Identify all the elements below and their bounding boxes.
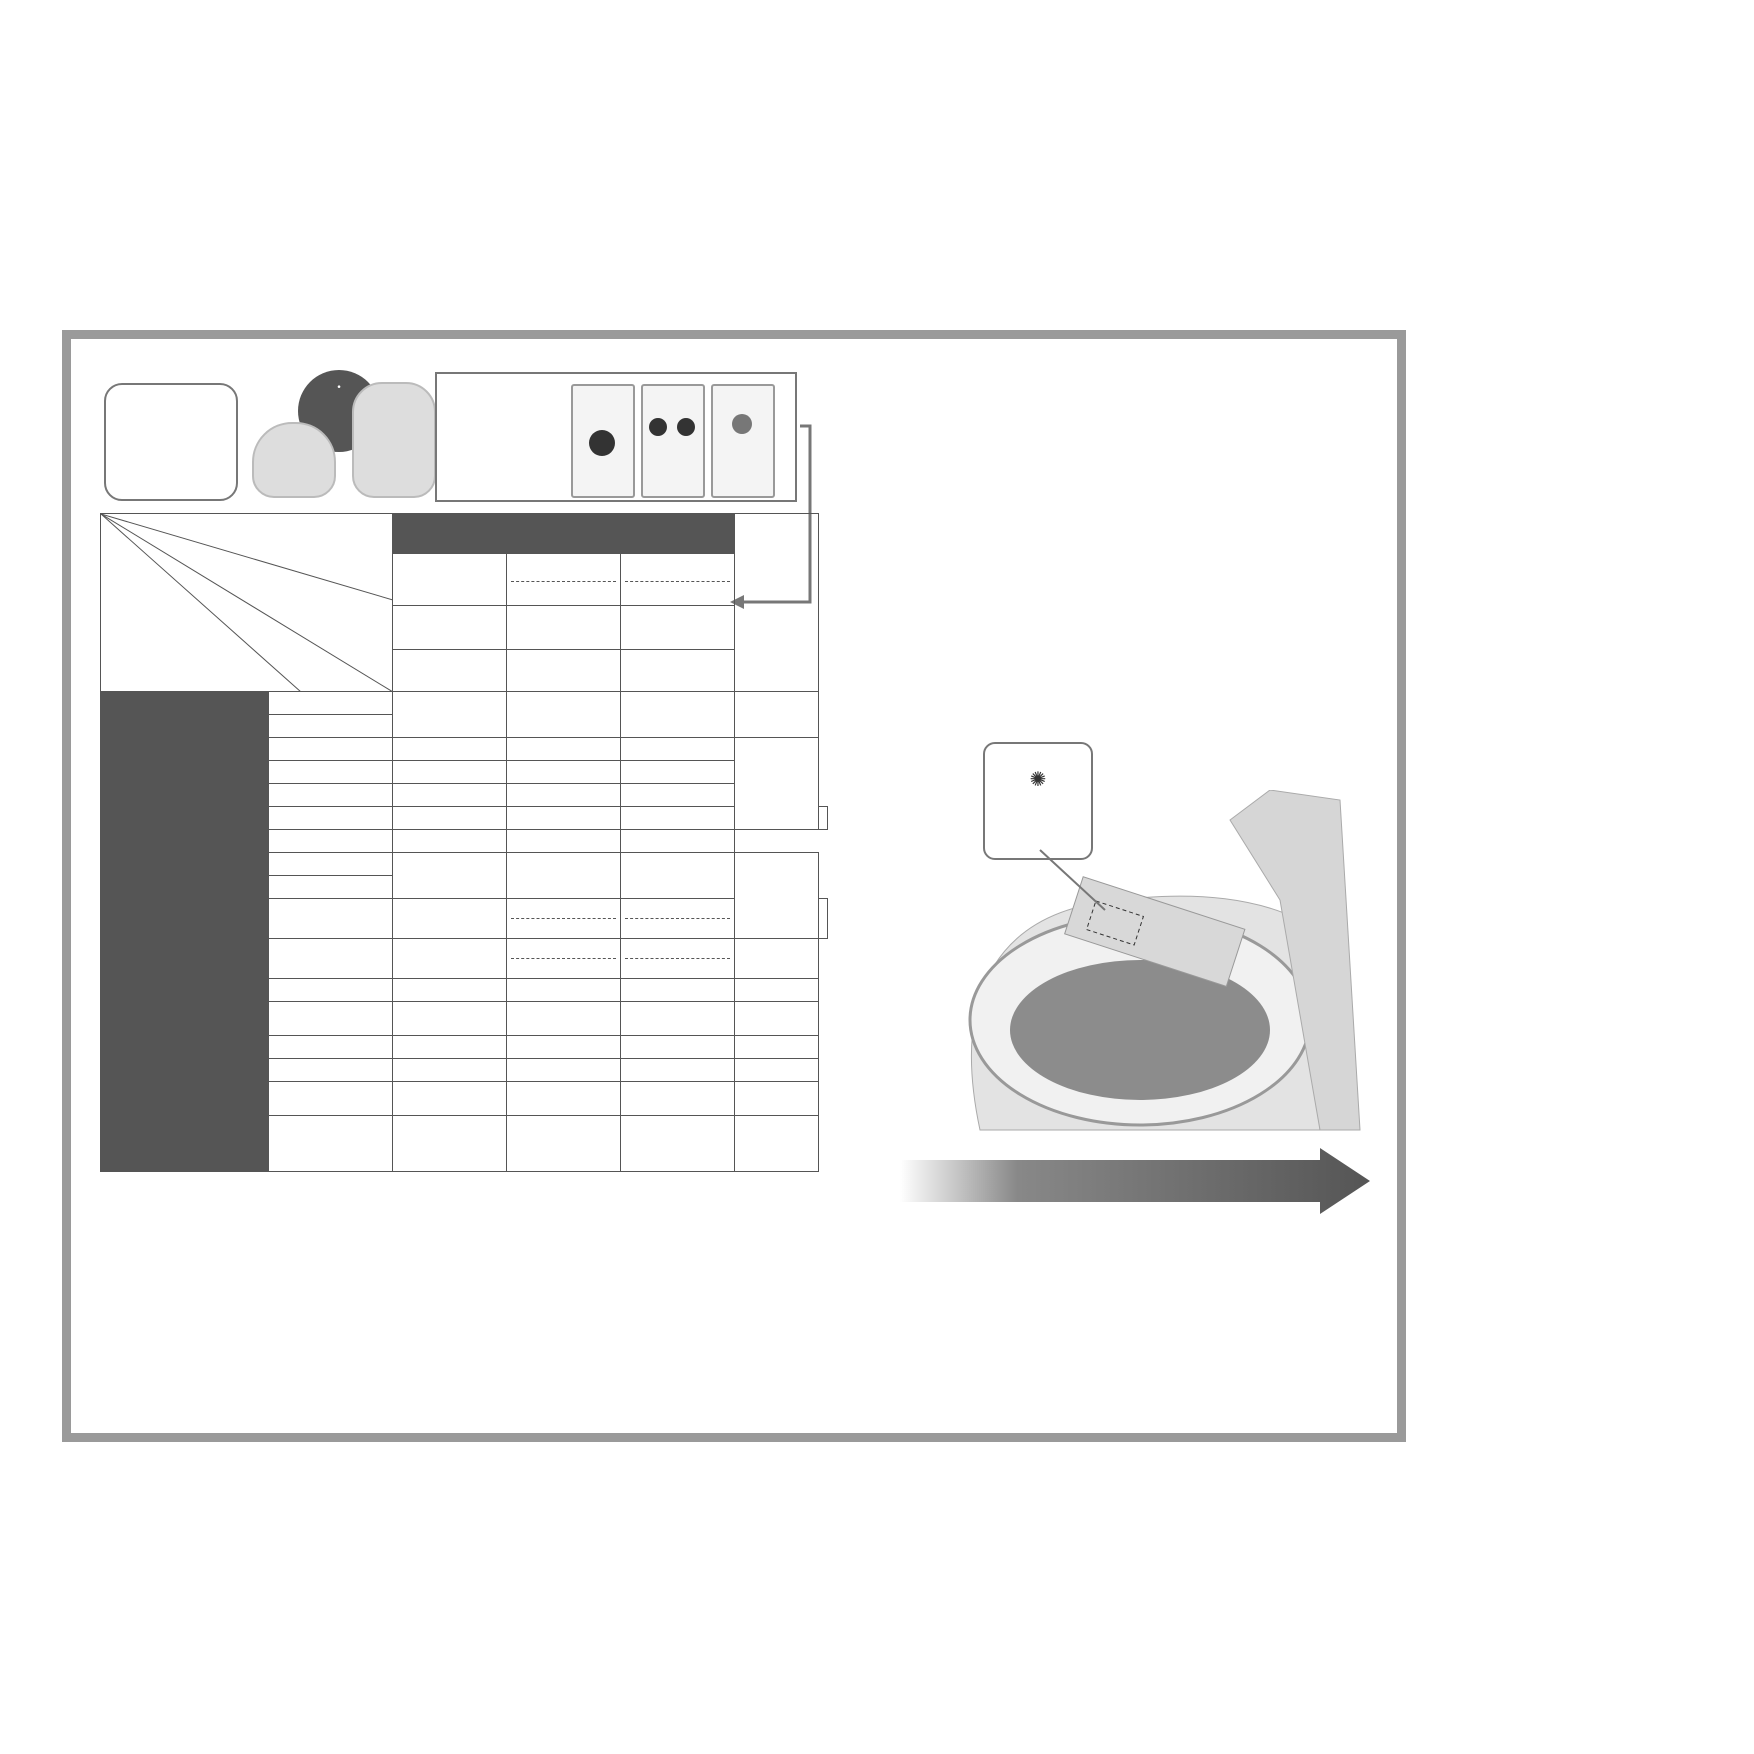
availability-note (625, 918, 730, 919)
ref-page-cell (735, 939, 819, 979)
availability-cell (393, 979, 507, 1002)
availability-cell (507, 979, 621, 1002)
diagonal-header-cell (101, 514, 393, 692)
function-group-cell (141, 853, 269, 899)
function-name-cell (269, 876, 393, 899)
function-name-cell (269, 899, 393, 939)
availability-cell (621, 899, 735, 939)
ref-page-header (735, 514, 819, 692)
availability-cell (507, 939, 621, 979)
model-name-alt (625, 581, 730, 582)
function-group-cell (141, 692, 269, 738)
function-row (101, 1082, 828, 1116)
function-row (101, 784, 828, 807)
function-group-cell (141, 1082, 269, 1116)
flush-dial-icon (649, 418, 667, 436)
availability-cell (393, 853, 507, 899)
availability-cell (507, 784, 621, 807)
model-name-alt (511, 581, 616, 582)
category-cell (101, 692, 141, 830)
function-row (101, 1059, 828, 1082)
function-row (101, 738, 828, 761)
flush-dial-icon (677, 418, 695, 436)
auto-function-arrow (900, 1148, 1370, 1214)
availability-cell (621, 1036, 735, 1059)
availability-cell (621, 1082, 735, 1116)
part-number-cell (507, 606, 621, 650)
function-name-cell (269, 784, 393, 807)
function-name-cell (269, 738, 393, 761)
availability-cell (393, 738, 507, 761)
function-name-cell (269, 761, 393, 784)
ref-page-cell (819, 807, 828, 830)
function-name-cell (269, 1116, 393, 1172)
category-cell (101, 830, 141, 899)
category-cell (101, 1116, 141, 1172)
availability-cell (621, 1116, 735, 1172)
check-cell[interactable] (621, 650, 735, 692)
availability-cell (393, 692, 507, 738)
function-table (100, 513, 828, 1172)
function-row (101, 807, 828, 830)
availability-cell (621, 830, 735, 853)
remote-illustration-2 (641, 384, 705, 498)
availability-cell (507, 807, 621, 830)
availability-cell (507, 738, 621, 761)
availability-cell (621, 784, 735, 807)
function-name-cell (269, 1036, 393, 1059)
ref-page-cell (735, 1116, 819, 1172)
ref-page-cell (735, 979, 819, 1002)
availability-cell (507, 853, 621, 899)
function-name-cell (269, 853, 393, 876)
toilet-no-lid-illustration (252, 422, 336, 498)
ref-page-cell (735, 1059, 819, 1082)
ref-page-cell (735, 853, 819, 939)
function-name-cell (269, 715, 393, 738)
availability-cell (393, 899, 507, 939)
ref-page-cell (735, 1036, 819, 1059)
availability-cell (507, 830, 621, 853)
function-name-cell (269, 979, 393, 1002)
availability-cell (507, 899, 621, 939)
remote-illustration-1 (571, 384, 635, 498)
function-name-cell (269, 1059, 393, 1082)
ref-page-cell (735, 738, 819, 830)
availability-cell (507, 761, 621, 784)
function-group-cell (141, 830, 269, 853)
function-group-cell (141, 1002, 269, 1036)
function-row (101, 692, 828, 715)
availability-cell (621, 761, 735, 784)
function-row (101, 1002, 828, 1036)
toilet-with-lid-illustration (352, 382, 436, 498)
availability-cell (507, 1002, 621, 1036)
availability-cell (507, 692, 621, 738)
availability-cell (393, 807, 507, 830)
check-instruction-callout (104, 383, 238, 501)
availability-cell (393, 1002, 507, 1036)
function-group-cell (141, 1036, 269, 1059)
function-row (101, 853, 828, 876)
ref-page-cell (735, 1002, 819, 1036)
diagonal-lines (101, 514, 393, 692)
availability-cell (393, 761, 507, 784)
availability-cell (393, 1082, 507, 1116)
category-cell (101, 899, 141, 1116)
flush-dial-icon (589, 430, 615, 456)
availability-cell (393, 830, 507, 853)
light-burst-icon: ✺ (1029, 767, 1047, 791)
availability-cell (393, 939, 507, 979)
table-header-row (101, 514, 828, 554)
ref-page-cell (735, 1082, 819, 1116)
availability-cell (393, 1059, 507, 1082)
function-group-cell (141, 1116, 269, 1172)
product-name-badge: • (298, 370, 380, 452)
availability-cell (507, 1082, 621, 1116)
availability-note (511, 958, 616, 959)
model-name-cell (507, 554, 621, 606)
check-cell[interactable] (507, 650, 621, 692)
ref-page-cell (735, 692, 819, 738)
function-name-cell (269, 1082, 393, 1116)
availability-cell (621, 939, 735, 979)
availability-cell (393, 784, 507, 807)
function-group-cell (141, 807, 269, 830)
function-row (101, 979, 828, 1002)
availability-cell (621, 807, 735, 830)
availability-cell (621, 1002, 735, 1036)
availability-cell (621, 979, 735, 1002)
function-name-cell (269, 1002, 393, 1036)
availability-cell (621, 1059, 735, 1082)
availability-cell (621, 853, 735, 899)
function-name-cell (269, 939, 393, 979)
function-group-cell (141, 899, 269, 979)
ref-page-cell (819, 899, 828, 939)
availability-note (511, 918, 616, 919)
availability-cell (507, 1036, 621, 1059)
availability-cell (621, 692, 735, 738)
availability-note (625, 958, 730, 959)
availability-cell (393, 1036, 507, 1059)
function-group-cell (141, 738, 269, 784)
availability-cell (507, 1059, 621, 1082)
function-row (101, 830, 828, 853)
function-group-cell (141, 979, 269, 1002)
availability-cell (621, 738, 735, 761)
part-number-cell (621, 606, 735, 650)
function-name-cell (269, 807, 393, 830)
function-row (101, 1116, 828, 1172)
function-name-cell (269, 830, 393, 853)
model-name-cell (621, 554, 735, 606)
product-group-header (393, 514, 735, 554)
check-cell[interactable] (393, 650, 507, 692)
model-name-cell (393, 554, 507, 606)
function-group-cell (141, 1059, 269, 1082)
function-row (101, 1036, 828, 1059)
part-number-cell (393, 606, 507, 650)
availability-cell (507, 1116, 621, 1172)
function-name-cell (269, 692, 393, 715)
function-row (101, 899, 828, 939)
light-sign-callout (983, 742, 1093, 860)
function-group-cell (141, 784, 269, 807)
availability-cell (393, 1116, 507, 1172)
